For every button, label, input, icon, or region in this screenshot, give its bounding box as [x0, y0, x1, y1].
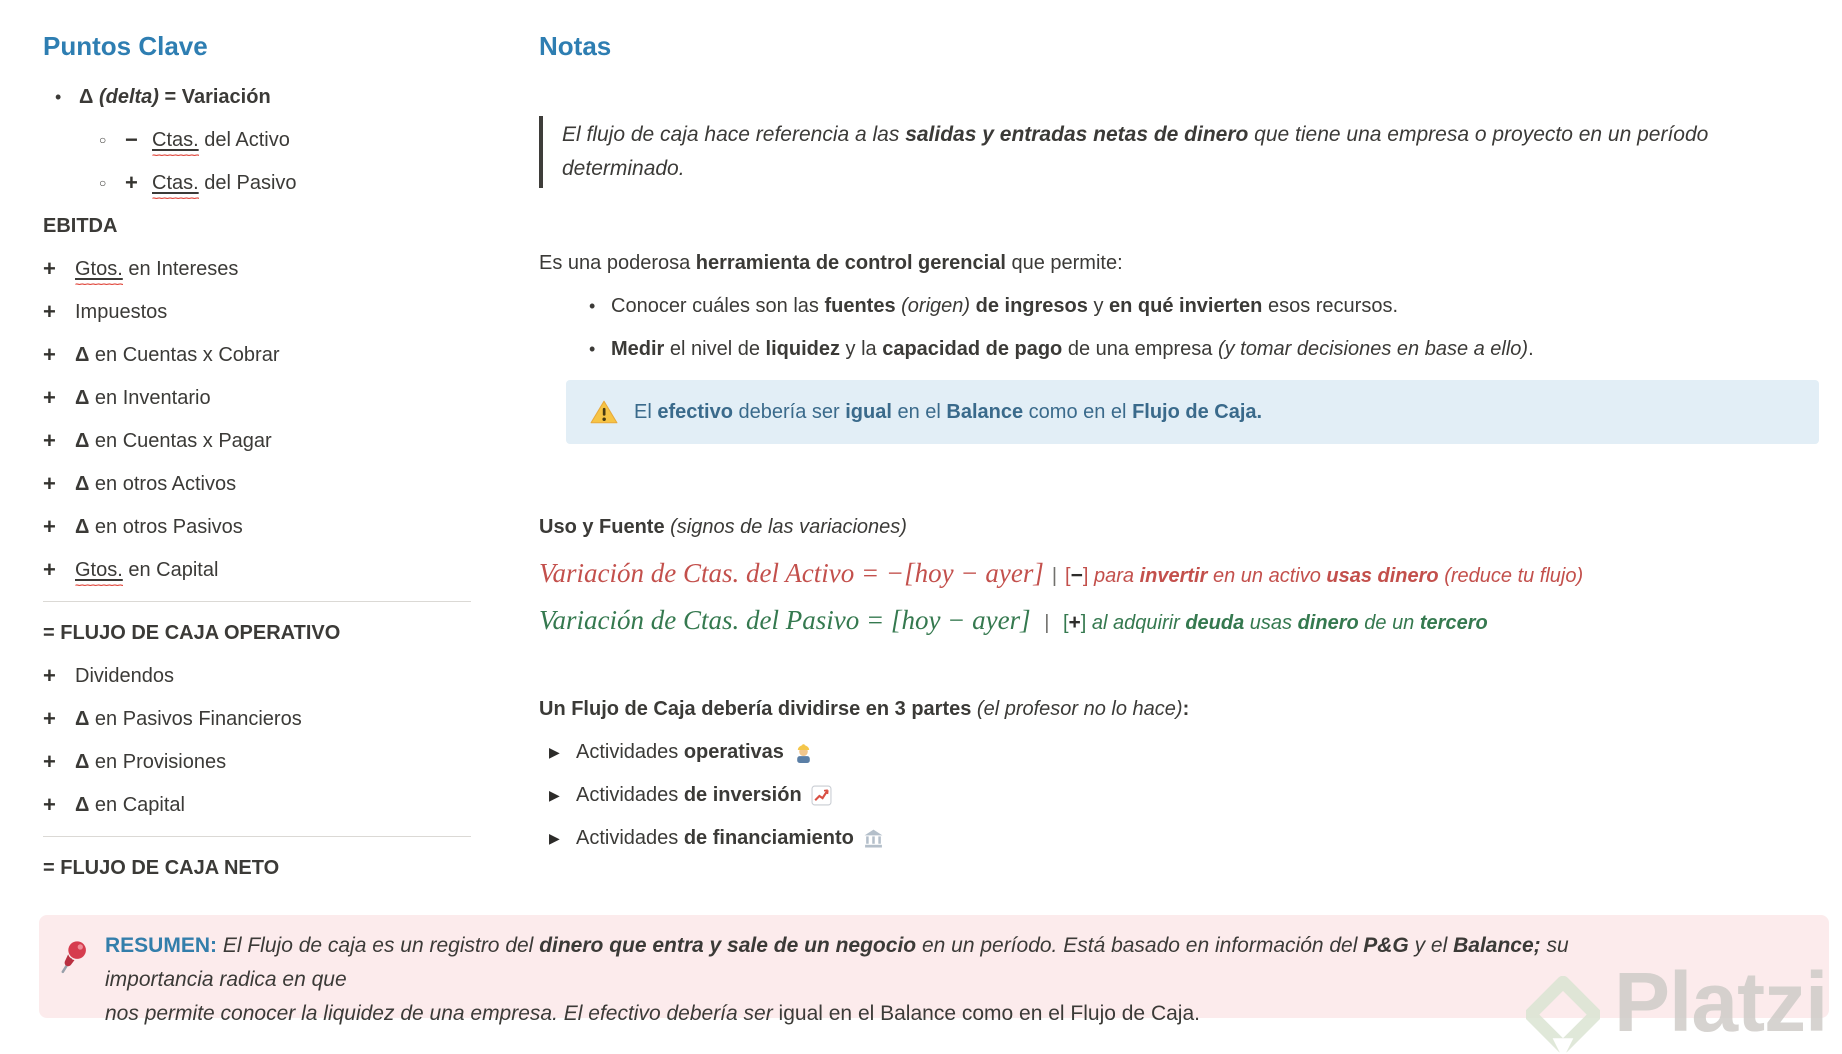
platzi-logo-text: Platzi: [1614, 955, 1828, 1049]
chart-increasing-emoji: [811, 785, 832, 806]
toggle-triangle-icon[interactable]: ▶: [549, 829, 560, 846]
toggle-list: [539, 737, 1839, 853]
item-label: Δ en Provisiones: [75, 750, 227, 773]
sub-bullet-circle-icon: ○: [99, 176, 107, 190]
resumen-box: [39, 915, 1829, 1025]
puntos-clave-item: [43, 297, 473, 327]
bullet-list: [539, 291, 1839, 364]
notas-section: [539, 30, 1839, 853]
plus-icon: +: [43, 342, 56, 367]
item-label: = FLUJO DE CAJA OPERATIVO: [43, 621, 341, 644]
construction-worker-emoji: [793, 742, 814, 763]
puntos-clave-item: [43, 82, 473, 112]
toggle-actividades-inversion[interactable]: [539, 780, 1839, 810]
item-label: Δ en Cuentas x Pagar: [75, 429, 272, 452]
toggle-actividades-operativas[interactable]: [539, 737, 1839, 767]
divider: [43, 601, 471, 602]
puntos-clave-item: [43, 512, 473, 542]
item-label: Δ en otros Pasivos: [75, 515, 243, 538]
bullet-text: Conocer cuáles son las fuentes (origen) de ingresos y en qué invierten esos recursos.: [611, 294, 1398, 317]
bullet-dot-icon: •: [589, 338, 596, 359]
puntos-clave-item: [43, 747, 473, 777]
plus-icon: +: [43, 428, 56, 453]
plus-icon: +: [43, 792, 56, 817]
plus-icon: +: [43, 514, 56, 539]
toggle-label: Actividades de inversión: [576, 783, 802, 806]
bank-emoji: [863, 828, 884, 849]
puntos-clave-item: [43, 618, 473, 648]
puntos-clave-item: [43, 555, 473, 585]
puntos-clave-item: [43, 211, 473, 241]
intro-paragraph: Es una poderosa herramienta de control gerencial que permite:: [539, 252, 1123, 274]
callout-text: El efectivo debería ser igual en el Balance como en el Flujo de Caja.: [634, 400, 1263, 423]
formula-variacion-pasivo: Variación de Ctas. del Pasivo = [hoy − ayer] | [+] al adquirir deuda usas dinero de un tercero: [539, 605, 1488, 635]
bullet-text: Medir el nivel de liquidez y la capacidad de pago de una empresa (y tomar decisiones en base a ello).: [611, 337, 1534, 360]
toggle-triangle-icon[interactable]: ▶: [549, 786, 560, 803]
puntos-clave-title: Puntos Clave: [43, 31, 208, 61]
puntos-clave-item: [43, 704, 473, 734]
formula-variacion-activo: Variación de Ctas. del Activo = −[hoy − ayer] | [−] para invertir en un activo usas dinero (reduce tu flujo): [539, 558, 1584, 588]
item-label: Ctas. ~~~~~ del Pasivo: [152, 172, 297, 195]
uso-y-fuente-heading: Uso y Fuente (signos de las variaciones): [539, 516, 907, 538]
puntos-clave-item: [43, 426, 473, 456]
warning-icon: [590, 399, 618, 425]
division-heading: Un Flujo de Caja debería dividirse en 3 partes (el profesor no lo hace):: [539, 698, 1190, 720]
item-label: Δ en Capital: [75, 793, 185, 816]
toggle-label: Actividades de financiamiento: [576, 826, 854, 849]
puntos-clave-item: [43, 254, 473, 284]
notas-title: Notas: [539, 31, 612, 61]
item-label: = FLUJO DE CAJA NETO: [43, 856, 280, 879]
item-label: Δ en Pasivos Financieros: [75, 707, 302, 730]
puntos-clave-item: [43, 125, 473, 155]
minus-icon: −: [125, 127, 138, 152]
puntos-clave-item: [43, 340, 473, 370]
toggle-label: Actividades operativas: [576, 740, 784, 763]
plus-icon: +: [43, 256, 56, 281]
puntos-clave-item: [43, 790, 473, 820]
plus-icon: +: [43, 706, 56, 731]
quote-text: El flujo de caja hace referencia a las salidas y entradas netas de dinero que tiene una empresa o proyecto en un período determinado.: [562, 123, 1709, 180]
plus-icon: +: [43, 749, 56, 774]
bullet-dot-icon: •: [55, 86, 62, 107]
item-label: Gtos. ~~~~~ en Capital: [75, 559, 218, 582]
item-label: Impuestos: [75, 300, 168, 323]
plus-icon: +: [43, 471, 56, 496]
plus-icon: +: [43, 385, 56, 410]
item-label: Dividendos: [75, 664, 174, 687]
pushpin-icon: [59, 939, 91, 980]
resumen-text: RESUMEN: El Flujo de caja es un registro del dinero que entra y sale de un negocio en un período. Está basado en información del P&G y el Balance; su importancia radica en que nos permite conocer la liquidez de una empresa. El efectivo debería ser igual en el Balance como en el Flujo de Caja.: [105, 934, 1569, 1025]
item-label: Gtos. ~~~~~ en Intereses: [75, 258, 238, 281]
warning-callout: [566, 380, 1819, 444]
plus-icon: +: [125, 170, 138, 195]
item-label: Δ (delta) = Variación: [79, 85, 271, 108]
puntos-clave-item: [43, 168, 473, 198]
puntos-clave-item: [43, 661, 473, 691]
item-label: EBITDA: [43, 214, 118, 237]
item-label: Δ en otros Activos: [75, 472, 237, 495]
plus-icon: +: [43, 663, 56, 688]
puntos-clave-item: [43, 853, 473, 883]
toggle-triangle-icon[interactable]: ▶: [549, 743, 560, 760]
puntos-clave-item: [43, 383, 473, 413]
note-bullet-item: [539, 334, 1839, 364]
bullet-dot-icon: •: [589, 295, 596, 316]
item-label: Δ en Cuentas x Cobrar: [75, 343, 280, 366]
puntos-clave-list: [43, 82, 473, 883]
plus-icon: +: [43, 557, 56, 582]
plus-icon: +: [43, 299, 56, 324]
divider: [43, 836, 471, 837]
puntos-clave-item: [43, 469, 473, 499]
toggle-actividades-financiamiento[interactable]: [539, 823, 1839, 853]
puntos-clave-section: [43, 30, 473, 883]
item-label: Δ en Inventario: [75, 386, 211, 409]
item-label: Ctas. ~~~~~ del Activo: [152, 129, 290, 152]
sub-bullet-circle-icon: ○: [99, 133, 107, 147]
quote-block: [539, 116, 1802, 188]
note-bullet-item: [539, 291, 1839, 321]
